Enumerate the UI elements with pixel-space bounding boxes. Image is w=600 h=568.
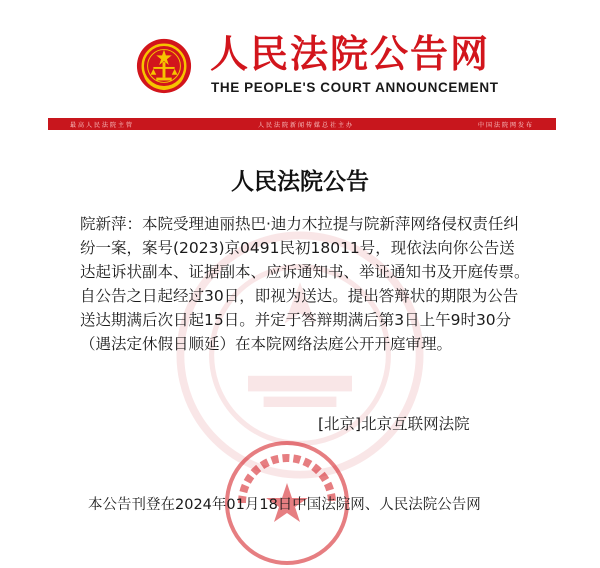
court-signature: [北京]北京互联网法院 bbox=[318, 415, 470, 433]
site-header bbox=[0, 30, 600, 100]
court-emblem-icon bbox=[135, 37, 193, 95]
header-red-band bbox=[48, 118, 556, 130]
notice-body bbox=[80, 212, 530, 356]
site-logo-subtitle: THE PEOPLE'S COURT ANNOUNCEMENT bbox=[211, 80, 499, 95]
site-logo-title: 人民法院公告网 bbox=[210, 32, 491, 76]
band-text-supervisor: 最高人民法院主管 bbox=[70, 121, 135, 129]
publication-footer: 本公告刊登在2024年01月18日中国法院网、人民法院公告网 bbox=[88, 497, 481, 513]
notice-body-text: 院新萍：本院受理迪丽热巴·迪力木拉提与院新萍网络侵权责任纠纷一案，案号(2023)京0491民初18011号，现依法向你公告送达起诉状副本、证据副本、应诉通知书、举证通知书及开庭传票。自公告之日起经过30日，即视为送达。提出答辩状的期限为公告送达期满后次日起15日。并定于答辩期满后第3日上午9时30分（遇法定休假日顺延）在本院网络法庭公开开庭审理。 bbox=[80, 215, 530, 353]
notice-title: 人民法院公告 bbox=[231, 169, 369, 195]
band-text-publisher: 中国法院网发布 bbox=[477, 121, 534, 129]
band-text-sponsor: 人民法院新闻传媒总社主办 bbox=[257, 121, 354, 129]
